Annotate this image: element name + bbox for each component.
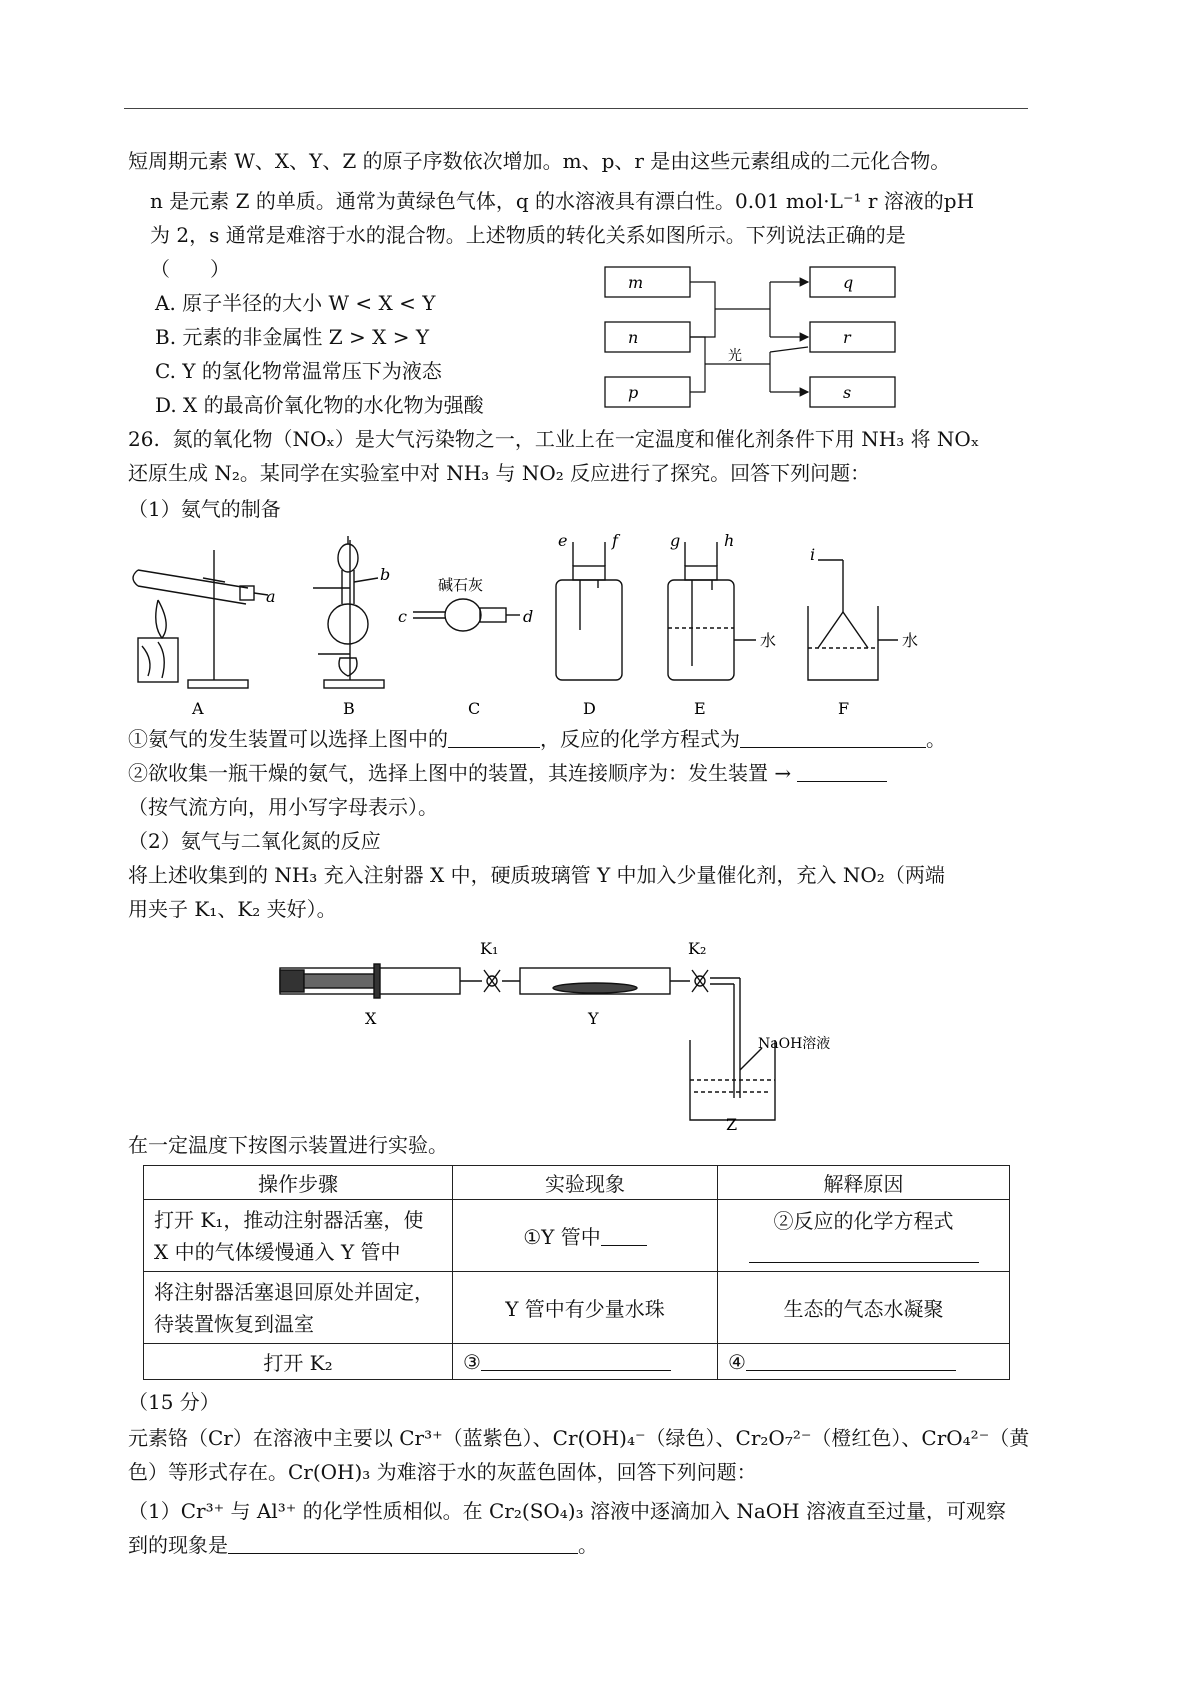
apparatus-label-c: C — [468, 699, 481, 718]
q25-stem-line2: n 是元素 Z 的单质。通常为黄绿色气体，q 的水溶液具有漂白性。0.01 mol·L⁻¹ r 溶液的pH — [150, 189, 975, 213]
diagram-box-q: q — [843, 273, 854, 292]
diagram-box-s: s — [843, 383, 852, 402]
q26-number: 26. — [128, 427, 160, 451]
ammonia-apparatus-figure — [128, 530, 988, 720]
apparatus-label-f: F — [838, 699, 850, 718]
q25-transform-diagram — [600, 262, 900, 412]
diagram-box-m: m — [628, 273, 644, 292]
port-e: e — [558, 531, 568, 550]
port-d: d — [523, 607, 534, 626]
q25-stem-line3: 为 2，s 通常是难溶于水的混合物。上述物质的转化关系如图所示。下列说法正确的是 — [150, 223, 906, 247]
table-r3-phenomenon: ③ — [453, 1344, 718, 1380]
q26-part2-line1: 将上述收集到的 NH₃ 充入注射器 X 中，硬质玻璃管 Y 中加入少量催化剂，充入 NO₂（两端 — [128, 863, 945, 887]
table-header-steps: 操作步骤 — [144, 1166, 453, 1200]
table-r3-step: 打开 K₂ — [144, 1344, 453, 1380]
q26-intro-line1 — [128, 424, 979, 454]
soda-lime-label: 碱石灰 — [438, 576, 484, 594]
answer-blank-apparatus[interactable] — [448, 727, 540, 748]
apparatus-label-d: D — [583, 699, 596, 718]
q26-intro-line2: 还原生成 N₂。某同学在实验室中对 NH₃ 与 NO₂ 反应进行了探究。回答下列问题： — [128, 461, 871, 485]
table-r2-phenomenon: Y 管中有少量水珠 — [453, 1272, 718, 1344]
beaker-label-z: Z — [726, 1115, 738, 1130]
diagram-box-n: n — [628, 328, 639, 347]
q27-question1-cont: 到的现象是 。 — [128, 1533, 598, 1557]
table-r1-reason: ②反应的化学方程式 — [718, 1200, 1010, 1272]
table-header-reason: 解释原因 — [718, 1166, 1010, 1200]
q26-part1-title: （1）氨气的制备 — [128, 497, 281, 521]
apparatus-label-b: B — [343, 699, 355, 718]
answer-blank-order[interactable] — [797, 761, 887, 782]
q27-para-line2: 色）等形式存在。Cr(OH)₃ 为难溶于水的灰蓝色固体，回答下列问题： — [128, 1460, 757, 1484]
naoh-solution-label: NaOH溶液 — [758, 1036, 831, 1052]
syringe-label-x: X — [365, 1009, 377, 1028]
apparatus-label-a: A — [192, 699, 204, 718]
q25-option-d: D. X 的最高价氧化物的水化物为强酸 — [155, 393, 484, 417]
q25-option-b: B. 元素的非金属性 Z > X > Y — [155, 325, 430, 349]
diagram-light-label: 光 — [728, 348, 742, 364]
q27-question1: （1）Cr³⁺ 与 Al³⁺ 的化学性质相似。在 Cr₂(SO₄)₃ 溶液中逐滴加入 NaOH 溶液直至过量，可观察 — [128, 1499, 1006, 1523]
q25-option-c: C. Y 的氢化物常温常压下为液态 — [155, 359, 442, 383]
q26-question2: ②欲收集一瓶干燥的氨气，选择上图中的装置，其连接顺序为：发生装置 → — [128, 758, 887, 788]
port-i: i — [810, 545, 816, 564]
water-label-e: 水 — [760, 631, 777, 650]
port-c: c — [398, 607, 407, 626]
q27-score: （15 分） — [128, 1390, 220, 1414]
answer-blank-4[interactable] — [746, 1350, 956, 1371]
port-h: h — [724, 531, 735, 550]
port-b: b — [380, 565, 391, 584]
answer-blank-equation[interactable] — [740, 727, 926, 748]
apparatus-label-e: E — [694, 699, 706, 718]
q25-stem-line1: 短周期元素 W、X、Y、Z 的原子序数依次增加。m、p、r 是由这些元素组成的二元化合物。 — [128, 149, 951, 173]
clamp-label-k2: K₂ — [688, 939, 707, 958]
top-rule — [124, 108, 1028, 109]
table-r3-reason: ④ — [718, 1344, 1010, 1380]
table-header-phenomena: 实验现象 — [453, 1166, 718, 1200]
table-r2-reason: 生态的气态水凝聚 — [718, 1272, 1010, 1344]
clamp-label-k1: K₁ — [480, 939, 499, 958]
port-a: a — [266, 587, 276, 606]
table-r1-step: 打开 K₁，推动注射器活塞，使 X 中的气体缓慢通入 Y 管中 — [144, 1200, 453, 1272]
q26-intro-text: 氮的氧化物（NOₓ）是大气污染物之一，工业上在一定温度和催化剂条件下用 NH₃ 将 NOₓ — [172, 427, 980, 451]
q26-question2-note: （按气流方向，用小写字母表示）。 — [128, 795, 438, 819]
port-g: g — [670, 531, 681, 550]
q26-part2-line2: 用夹子 K₁、K₂ 夹好）。 — [128, 897, 337, 921]
tube-label-y: Y — [588, 1009, 599, 1028]
table-r2-step: 将注射器活塞退回原处并固定，待装置恢复到温室 — [144, 1272, 453, 1344]
experiment-table — [143, 1165, 1010, 1380]
table-r1-phenomenon: ①Y 管中 — [453, 1200, 718, 1272]
q25-option-a: A. 原子半径的大小 W < X < Y — [155, 291, 436, 315]
answer-blank-1[interactable] — [601, 1225, 647, 1246]
q27-para-line1: 元素铬（Cr）在溶液中主要以 Cr³⁺（蓝紫色）、Cr(OH)₄⁻（绿色）、Cr₂O₇²⁻（橙红色）、CrO₄²⁻（黄 — [128, 1426, 1030, 1450]
diagram-box-p: p — [628, 383, 639, 402]
q26-part2-title: （2）氨气与二氧化氮的反应 — [128, 829, 381, 853]
nh3-no2-setup-figure — [270, 930, 890, 1130]
q26-question1: ①氨气的发生装置可以选择上图中的 ，反应的化学方程式为 。 — [128, 727, 946, 751]
answer-blank-3[interactable] — [481, 1350, 671, 1371]
q25-answer-paren: （ ） — [150, 257, 230, 281]
answer-blank-phenomenon[interactable] — [228, 1533, 578, 1554]
diagram-box-r: r — [843, 328, 851, 347]
q26-part2-line3: 在一定温度下按图示装置进行实验。 — [128, 1133, 448, 1157]
answer-blank-2[interactable] — [749, 1242, 979, 1263]
port-f: f — [612, 531, 618, 550]
water-label-f: 水 — [902, 631, 919, 650]
